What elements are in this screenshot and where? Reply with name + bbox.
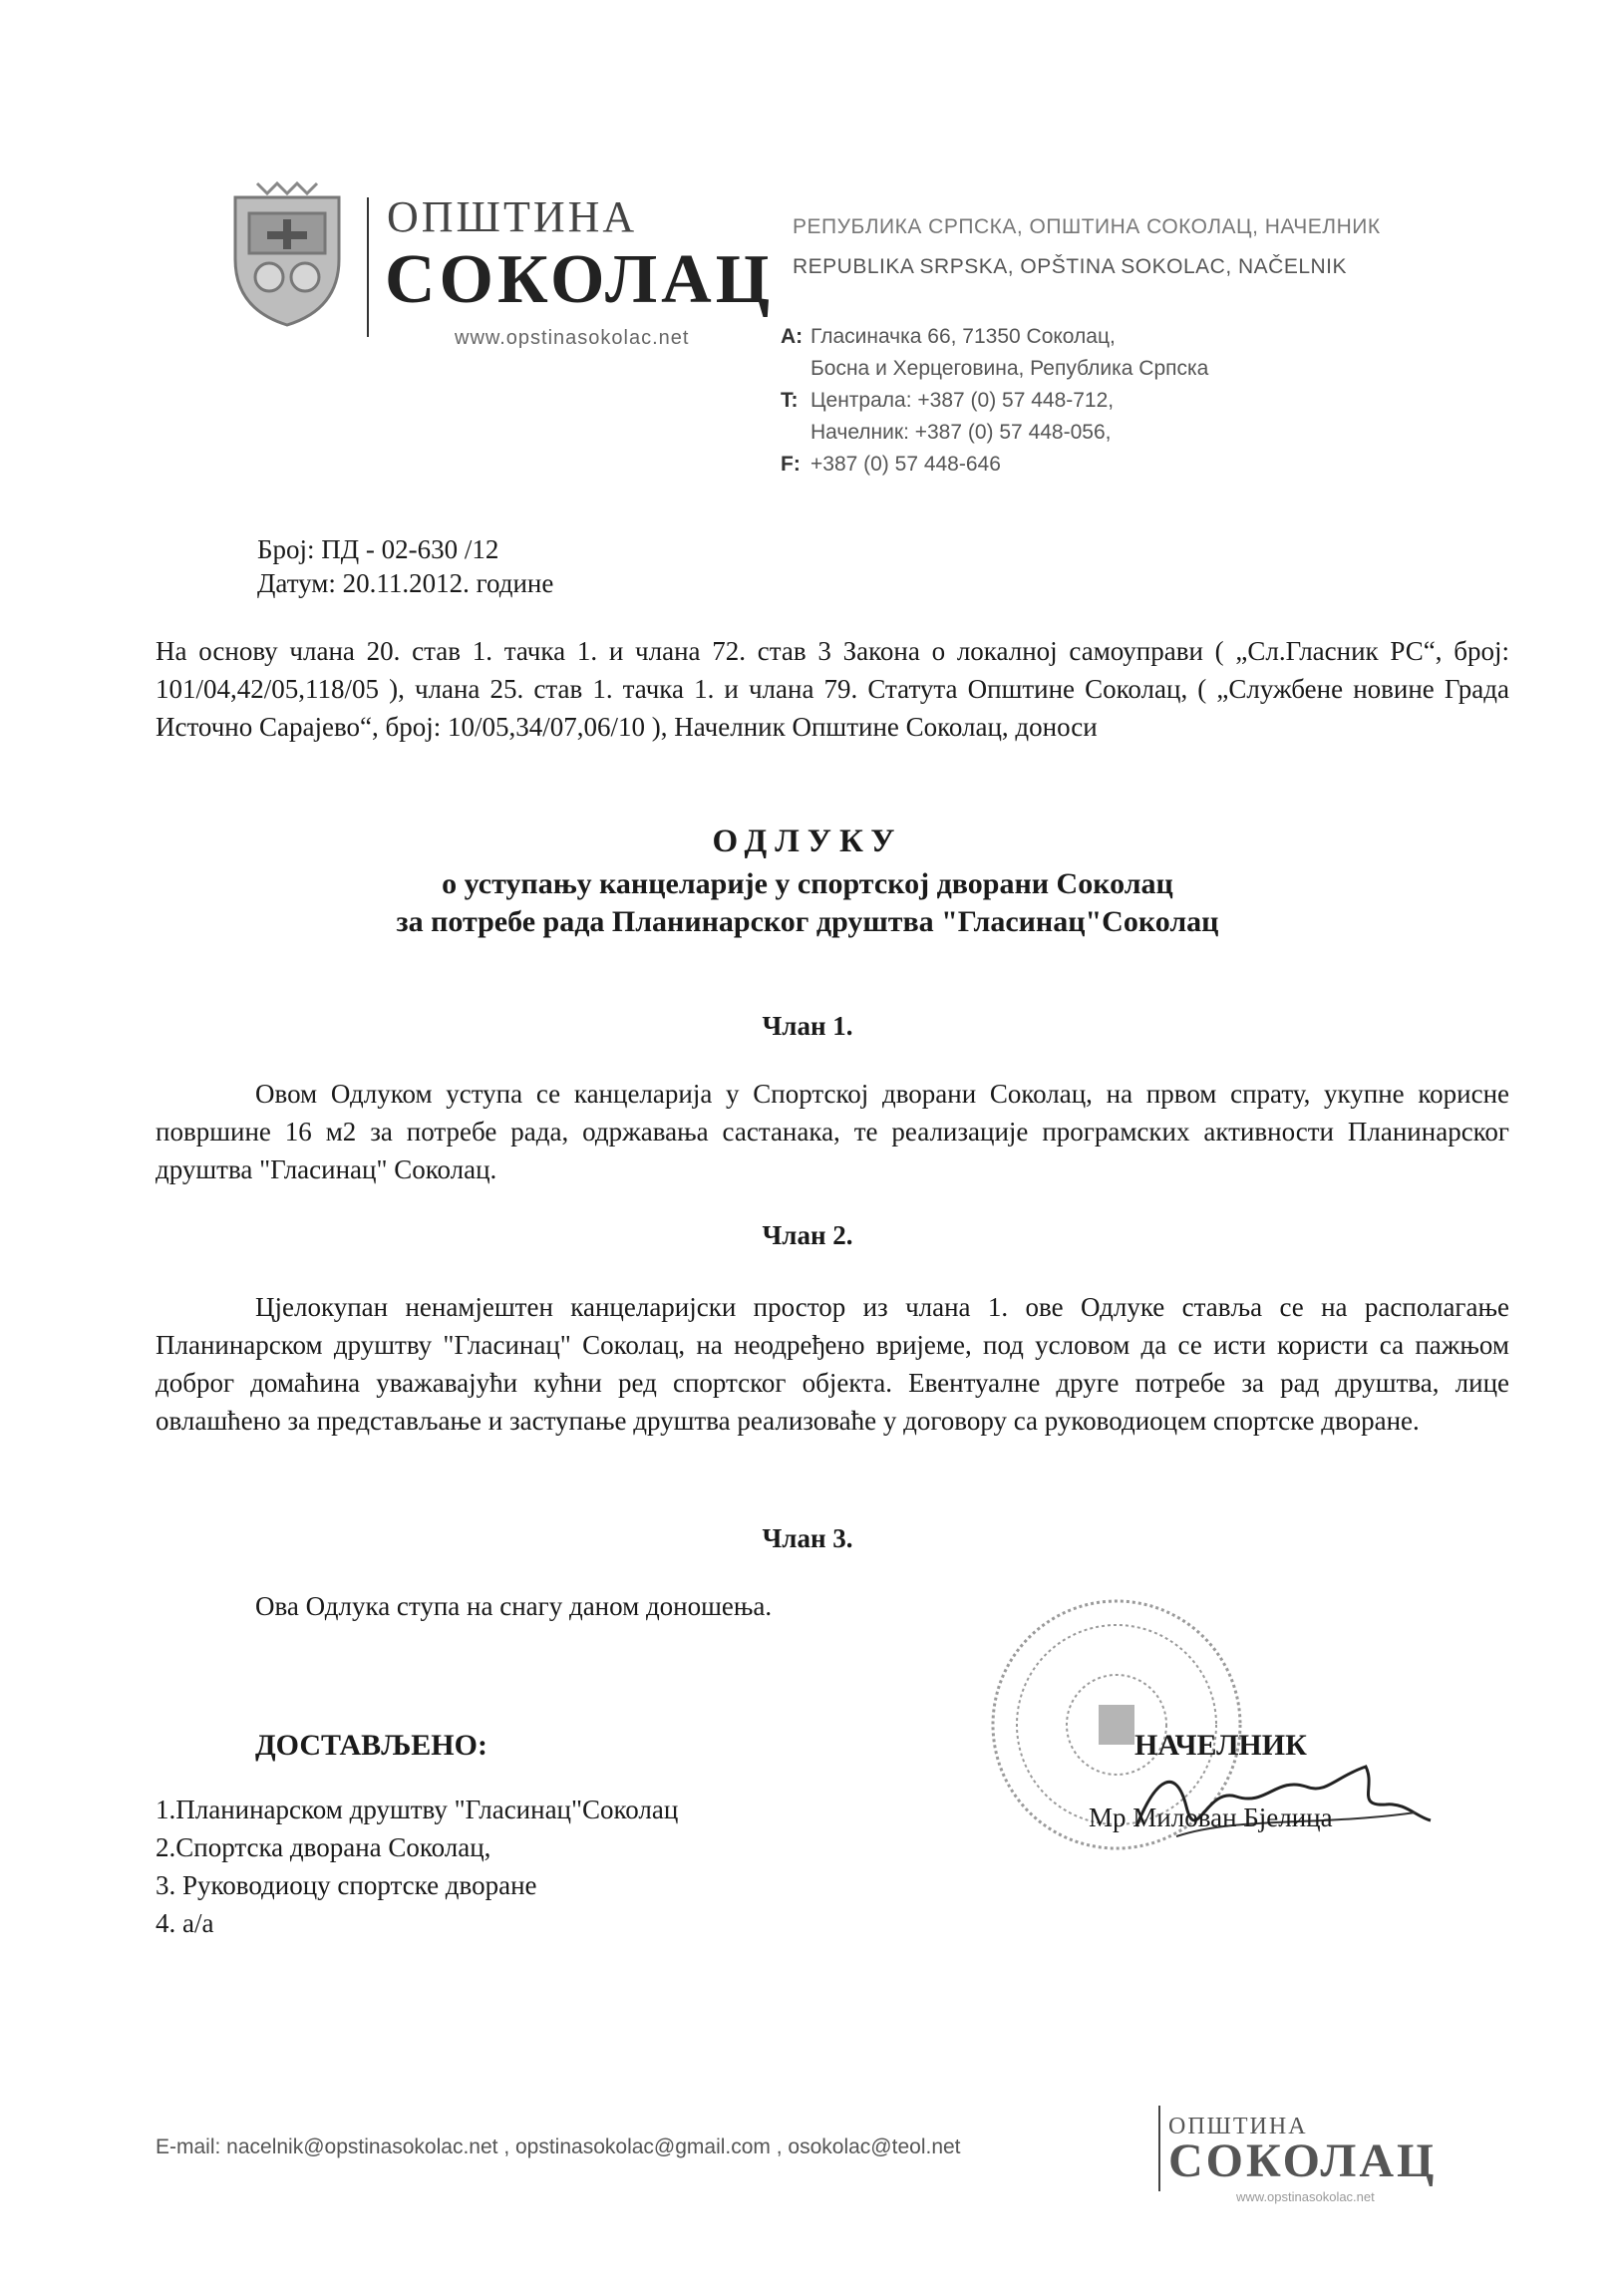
article-1-heading: Члан 1. bbox=[762, 1011, 853, 1041]
distribution-item: 3. Руководиоцу спортске дворане bbox=[156, 1870, 537, 1900]
fax-row bbox=[781, 449, 1208, 481]
decision-subtitle-1: о уступању канцеларије у спортској дворани Соколац bbox=[442, 867, 1173, 900]
address-line-2: Босна и Херцеговина, Република Српска bbox=[810, 357, 1209, 380]
reference-number: Број: ПД - 02-630 /12 bbox=[257, 534, 499, 564]
logo-municipality-name: СОКОЛАЦ bbox=[385, 241, 775, 318]
logo-municipality-label: ОПШТИНА bbox=[387, 192, 638, 241]
phone-row-2 bbox=[810, 417, 1208, 449]
article-2-heading: Члан 2. bbox=[762, 1220, 853, 1250]
footer-logo-website: www.opstinasokolac.net bbox=[1236, 2189, 1375, 2204]
footer-logo-divider bbox=[1158, 2106, 1160, 2191]
phone-row bbox=[781, 385, 1208, 417]
reference-date: Датум: 20.11.2012. године bbox=[257, 568, 554, 598]
article-2-text: Цјелокупан ненамјештен канцеларијски простор из члана 1. ове Одлуке ставља се на располагање Планинарском друштву "Гласинац" Соколац, на неодређено вријеме, под условом да се исти користи са пажњом доброг домаћина уважавајући кућни ред спортског објекта. Евентуалне друге потребе за рад друштва, лице овлашћено за представљање и заступање друштва реализоваће у договору са руководиоцем спортске дворане. bbox=[156, 1292, 1509, 1436]
signatory-title: НАЧЕЛНИК bbox=[1134, 1729, 1307, 1762]
decision-title: ОДЛУКУ bbox=[712, 823, 903, 859]
document-reference bbox=[257, 532, 553, 600]
article-1-text: Овом Одлуком уступа се канцеларија у Спортској дворани Соколац, на првом спрату, укупне корисне површине 16 м2 за потребе рада, одржавања састанака, те реализације програмских активности Планинарског друштва "Гласинац" Соколац. bbox=[156, 1079, 1509, 1184]
article-3-heading: Члан 3. bbox=[762, 1523, 853, 1553]
phone-line-1: Централа: +387 (0) 57 448-712, bbox=[810, 389, 1115, 412]
header-cyrillic: РЕПУБЛИКА СРПСКА, ОПШТИНА СОКОЛАЦ, НАЧЕЛНИК bbox=[793, 215, 1381, 238]
fax-label: F: bbox=[781, 453, 801, 476]
logo-website: www.opstinasokolac.net bbox=[455, 327, 690, 349]
article-3-text: Ова Одлука ступа на снагу даном доношења. bbox=[255, 1591, 773, 1621]
distribution-list bbox=[156, 1791, 678, 1942]
legal-basis-paragraph: На основу члана 20. став 1. тачка 1. и члана 72. став 3 Закона о локалној самоуправи ( „Сл.Гласник РС“, број: 101/04,42/05,118/05 ), члана 25. став 1. тачка 1. и члана 79. Статута Општине Соколац, ( „Службене новине Града Источно Сарајево“, број: 10/05,34/07,06/10 ), Начелник Општине Соколац, доноси bbox=[156, 636, 1509, 742]
logo-divider bbox=[367, 197, 369, 337]
footer-logo-label: ОПШТИНА bbox=[1168, 2114, 1308, 2139]
address-label: A: bbox=[781, 325, 804, 348]
contact-block bbox=[781, 321, 1209, 481]
municipality-crest-logo bbox=[227, 179, 347, 329]
header-latin: REPUBLIKA SRPSKA, OPŠTINA SOKOLAC, NAČELNIK bbox=[793, 255, 1348, 278]
address-line-1: Гласиначка 66, 71350 Соколац, bbox=[810, 325, 1116, 348]
distribution-item: 2.Спортска дворана Соколац, bbox=[156, 1832, 491, 1862]
distribution-heading: ДОСТАВЉЕНО: bbox=[255, 1729, 487, 1762]
footer-logo-name: СОКОЛАЦ bbox=[1168, 2134, 1438, 2187]
signatory-name: Мр Милован Бјелица bbox=[1089, 1803, 1333, 1832]
decision-subtitle-2: за потребе рада Планинарског друштва "Гласинац"Соколац bbox=[396, 905, 1219, 938]
phone-line-2: Начелник: +387 (0) 57 448-056, bbox=[810, 421, 1112, 444]
address-row-2 bbox=[810, 353, 1208, 385]
phone-label: T: bbox=[781, 389, 799, 412]
footer-emails: E-mail: nacelnik@opstinasokolac.net , opstinasokolac@gmail.com , osokolac@teol.net bbox=[156, 2135, 961, 2158]
address-row bbox=[781, 321, 1208, 353]
distribution-item: 4. а/а bbox=[156, 1908, 214, 1938]
fax-line: +387 (0) 57 448-646 bbox=[810, 453, 1001, 476]
distribution-item: 1.Планинарском друштву "Гласинац"Соколац bbox=[156, 1795, 679, 1824]
